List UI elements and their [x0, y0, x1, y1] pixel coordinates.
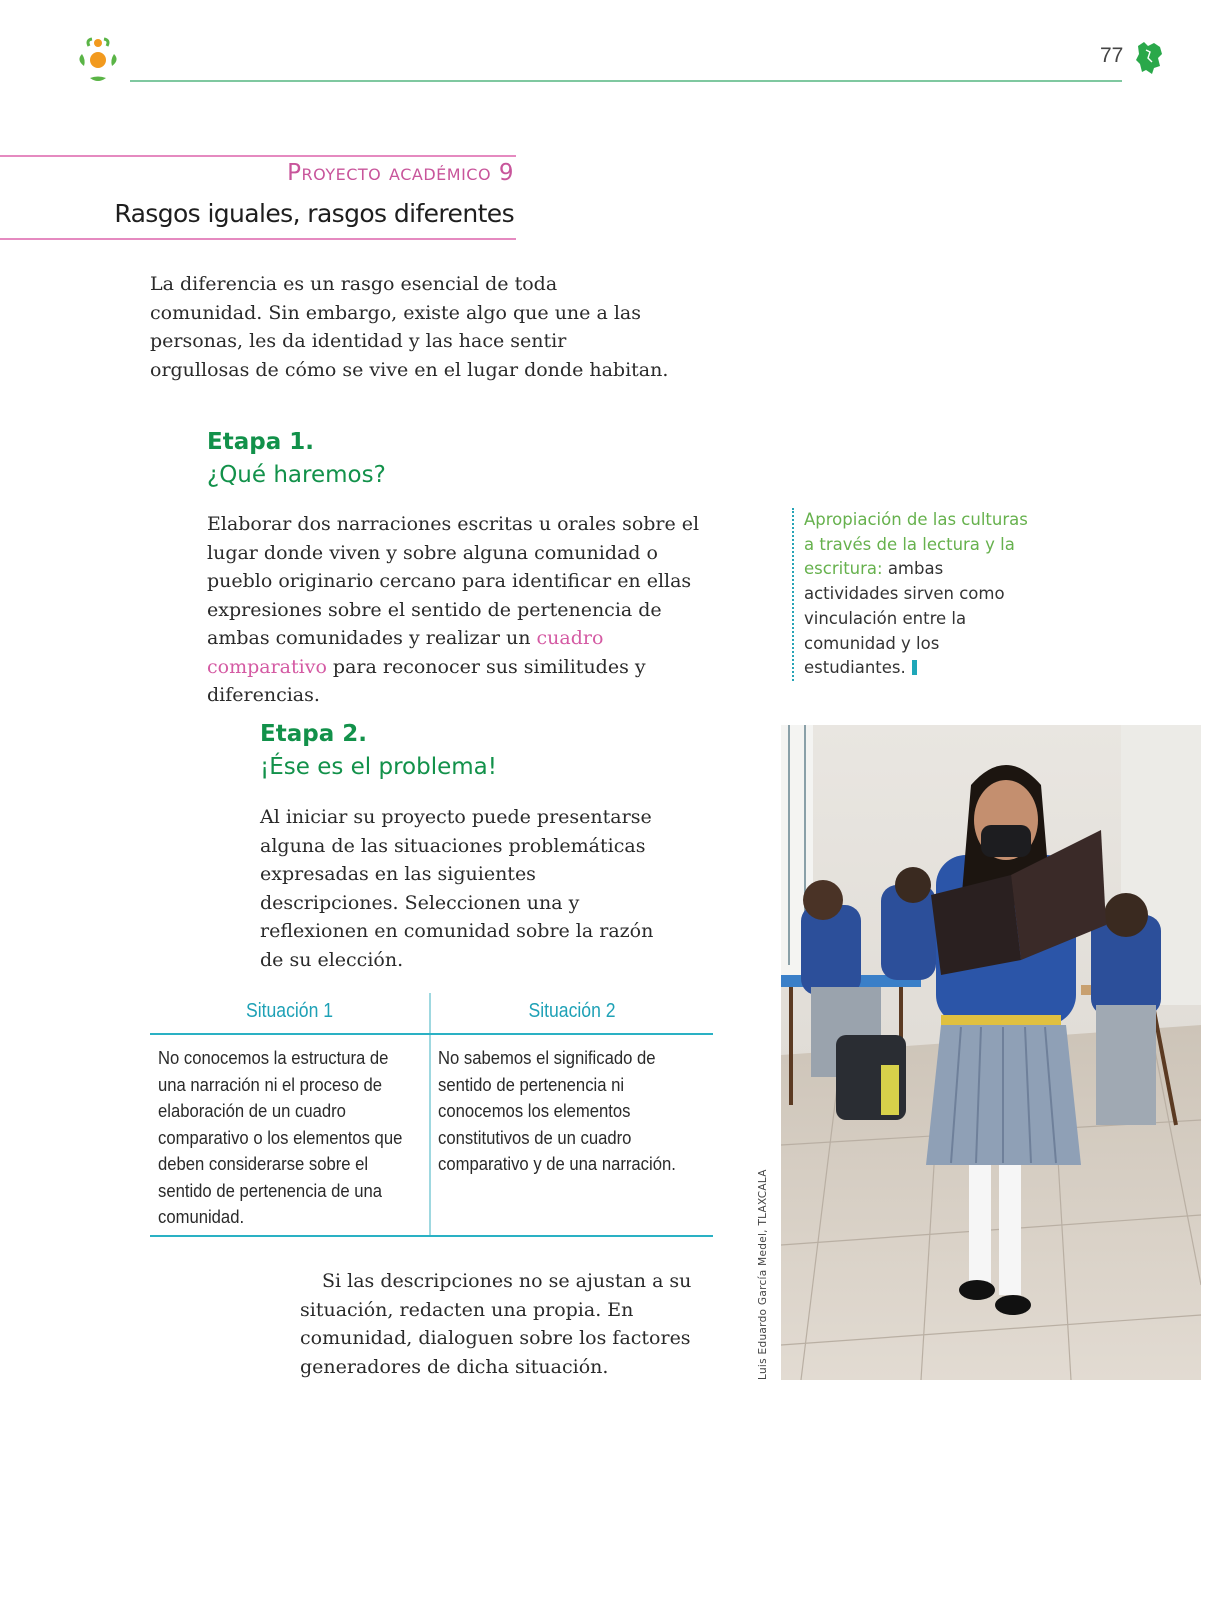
stage1-paragraph [207, 510, 727, 710]
table-divider [429, 993, 431, 1235]
closing-paragraph: Si las descripciones no se ajustan a su situación, redacten una propia. En comunidad, dialoguen sobre los factores generadores de dicha situación. [300, 1270, 692, 1378]
table-header-situation-1: Situación 1 [245, 1000, 334, 1022]
title-rule-top [0, 155, 516, 157]
table-bottom-rule [150, 1235, 713, 1237]
table-cell-situation-1: No conocemos la estructura de una narración ni el proceso de elaboración de un cuadro comparativo o los elementos que deben considerarse sobre el sentido de pertenencia de una comunidad. [158, 1047, 403, 1227]
community-logo-icon [72, 34, 124, 86]
stage2-heading [260, 718, 497, 784]
stage1-text-after: para reconocer sus similitudes y diferencias. [207, 655, 646, 706]
title-rule-bottom [0, 238, 516, 240]
project-label: Proyecto académico 9 [287, 160, 514, 186]
table-header-situation-2: Situación 2 [528, 1000, 616, 1022]
sidebar-note [792, 508, 1042, 681]
stage2-paragraph: Al iniciar su proyecto puede presentarse alguna de las situaciones problemáticas expresadas en las siguientes descripciones. Seleccionen una y reflexionen en comunidad sobre la razón de su elección. [260, 806, 654, 971]
table-cell-situation-2: No sabemos el significado de sentido de pertenencia ni conocemos los elementos constitutivos de un cuadro comparativo y de una narración. [438, 1047, 676, 1174]
header-rule [130, 80, 1122, 82]
stage1-number: Etapa 1. [207, 429, 314, 455]
stage1-heading [207, 426, 386, 492]
note-body: ambas actividades sirven como vinculación entre la comunidad y los estudiantes. [804, 559, 1005, 678]
stage2-subtitle: ¡Ése es el problema! [260, 754, 497, 780]
stage1-text-before: Elaborar dos narraciones escritas u orales sobre el lugar donde viven y sobre alguna comunidad o pueblo originario cercano para identificar en ellas expresiones sobre el sentido de pertenencia de ambas comunidades y realizar un [207, 513, 700, 649]
end-mark-icon [912, 660, 917, 675]
classroom-photo [781, 725, 1201, 1380]
glossary-term: cuadro comparativo [207, 627, 604, 678]
note-heading: Apropiación de las culturas a través de la lectura y la escritura: [804, 510, 1028, 579]
situations-table [150, 993, 713, 1237]
stage2-number: Etapa 2. [260, 721, 367, 747]
state-map-icon [1134, 40, 1164, 76]
intro-paragraph: La diferencia es un rasgo esencial de toda comunidad. Sin embargo, existe algo que une a las personas, les da identidad y las hace sentir orgullosas de cómo se vive en el lugar donde habitan. [150, 273, 669, 381]
table-header-rule [150, 1033, 713, 1035]
project-title: Rasgos iguales, rasgos diferentes [114, 199, 514, 228]
page-number: 77 [1100, 44, 1124, 67]
stage1-subtitle: ¿Qué haremos? [207, 462, 386, 488]
photo-credit: Luis Eduardo García Medel, TLAXCALA [757, 1169, 769, 1380]
